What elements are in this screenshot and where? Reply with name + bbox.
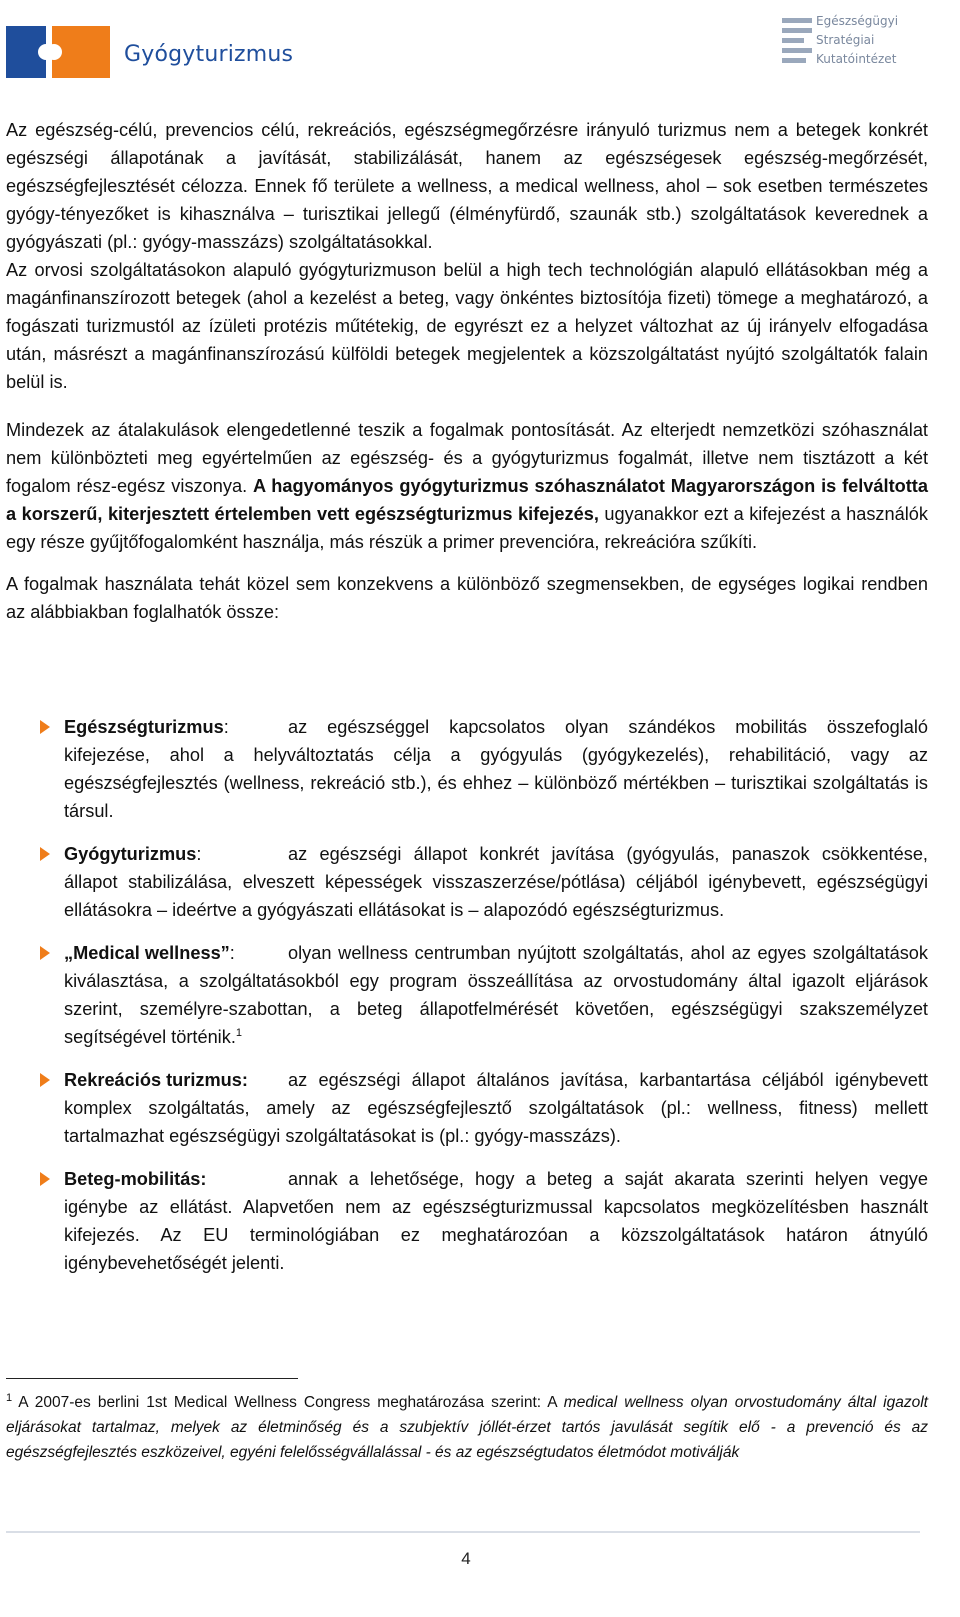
footnote — [6, 1390, 928, 1465]
footnote-divider — [6, 1378, 298, 1379]
page-number: 4 — [461, 1549, 471, 1568]
footnote-marker[interactable]: 1 — [235, 1026, 242, 1039]
term-separator: : — [223, 717, 229, 737]
definition-item-gyogyturizmus — [40, 840, 928, 924]
paragraph-3-emphasis: A hagyományos gyógyturizmus szóhasználatot Magyarországon is felváltotta a korszerű, kiterjesztett értelemben vett egészségturizmus kifejezés, — [6, 476, 928, 524]
footer-divider — [6, 1531, 920, 1533]
paragraph-3-rest: ugyanakkor ezt a kifejezést a használók egy része gyűjtőfogalomként használja, más részük a primer prevencióra, rekreációra szűkíti. — [6, 504, 928, 552]
footnote-plain-text: A 2007-es berlini 1st Medical Wellness Congress meghatározása szerint: A — [12, 1394, 564, 1411]
bullet-arrow-icon — [40, 1073, 50, 1087]
term-separator: : — [196, 844, 202, 864]
bullet-arrow-icon — [40, 946, 50, 960]
bullet-arrow-icon — [40, 1172, 50, 1186]
bullet-arrow-icon — [40, 847, 50, 861]
institute-line-3: Kutatóintézet — [816, 52, 897, 66]
definition-term: Egészségturizmus — [64, 717, 224, 737]
bullet-arrow-icon — [40, 720, 50, 734]
paragraph-3 — [6, 416, 928, 556]
paragraph-1: Az egészség-célú, prevencios célú, rekreációs, egészségmegőrzésre irányuló turizmus nem a betegek konkrét egészségi állapotának a javítását, stabilizálását, hanem az egészségesek egészség-megőrzését, egészségfejlesztését célozza. Ennek fő területe a wellness, a medical wellness, ahol – sok esetben természetes gyógy-tényezőket is kihasználva – turisztikai jellegű (élményfürdő, szaunák stb.) szolgáltatások keverednek a gyógyászati (pl.: gyógy-masszázs) szolgáltatásokkal. — [6, 120, 928, 252]
term-separator: : — [229, 943, 235, 963]
definition-term: Rekreációs turizmus: — [64, 1070, 248, 1090]
definition-term: Beteg-mobilitás: — [64, 1169, 207, 1189]
definition-text: annak a lehetősége, hogy a beteg a saját akarata szerinti helyen vegye igénybe az ellátást. Alapvetően nem az egészségturizmussal kapcsolatos megközelítésben használt kifejezés. Az EU terminológiában ez meghatározóan a közszolgáltatások határon átnyúló igénybevehetőségét jelenti. — [64, 1169, 928, 1273]
definition-term: Gyógyturizmus — [64, 844, 197, 864]
gyogyturizmus-logo — [6, 26, 110, 78]
eski-logo-mark — [782, 18, 812, 72]
footnote-italic-text: medical wellness olyan orvostudomány által igazolt eljárásokat tartalmaz, melyek az életminőség és a szubjektív jóllét-érzet tartós javulását segítik elő - a prevenció és az egészségfejlesztés eszközeivel, egyéni felelősségvállalással - és az egészségtudatos életmódot motiválják — [6, 1394, 928, 1461]
definition-text: az egészségi állapot konkrét javítása (gyógyulás, panaszok csökkentése, állapot stabilizálása, elveszett képességek visszaszerzése/pótlása) céljából igénybevett, egészségügyi ellátásokra – ideértve a gyógyászati ellátásokat is – alapozódó egészségturizmus. — [64, 844, 928, 920]
page-header — [0, 0, 960, 90]
definition-text: az egészségi állapot általános javítása, karbantartása céljából igénybevett komplex szolgáltatás, amely az egészségfejlesztő szolgáltatások (pl.: wellness, fitness) mellett tartalmazhat egészségügyi szolgáltatásokat is (pl.: gyógy-masszázs). — [64, 1070, 928, 1146]
paragraph-3-intro: Mindezek az átalakulások elengedetlenné teszik a fogalmak pontosítását. Az elterjedt nemzetközi szóhasználat nem különbözteti meg egyértelműen az egészség- és a gyógyturizmus fogalmát, illetve nem tisztázott a két fogalom rész-egész viszonya. — [6, 420, 928, 496]
eski-logo — [782, 12, 922, 72]
paragraph-4: A fogalmak használata tehát közel sem konzekvens a különböző szegmensekben, de egységes logikai rendben az alábbiakban foglalhatók össze: — [6, 574, 928, 622]
definition-item-beteg-mobilitas — [40, 1165, 928, 1277]
definition-term: „Medical wellness” — [64, 943, 230, 963]
definition-text: olyan wellness centrumban nyújtott szolgáltatás, ahol az egyes szolgáltatások kiválasztása, a szolgáltatásokból egy program összeállítása az orvostudomány által igazolt eljárások szerint, személyre-szabottan, a beteg állapotfelmérését követően, egészségügyi szakszemélyzet segítségével történik. — [64, 943, 928, 1047]
footnote-number: 1 — [6, 1391, 13, 1404]
definition-list — [40, 713, 928, 1277]
body-text — [6, 116, 928, 626]
definition-item-rekreacios-turizmus — [40, 1066, 928, 1150]
definition-item-egeszsegturizmus — [40, 713, 928, 825]
paragraph-2: Az orvosi szolgáltatásokon alapuló gyógyturizmuson belül a high tech technológián alapuló ellátásokban még a magánfinanszírozott betegek (ahol a kezelést a beteg, vagy önkéntes biztosítója fizeti) tömege a meghatározó, a fogászati turizmustól az ízületi protézis műtétekig, de egyrészt ez a helyzet változhat az új irányelv elfogadása után, másrészt a magánfinanszírozású külföldi betegek megjelentek a közszolgáltatást nyújtó szolgáltatók falain belül is. — [6, 260, 928, 392]
brand-title: Gyógyturizmus — [124, 42, 294, 67]
institute-line-1: Egészségügyi — [816, 14, 899, 28]
institute-line-2: Stratégiai — [816, 33, 875, 47]
definition-text: az egészséggel kapcsolatos olyan szándékos mobilitás összefoglaló kifejezése, ahol a helyváltoztatás célja a gyógyulás (gyógykezelés), rehabilitáció, vagy az egészségfejlesztés (wellness, rekreáció stb.), és ehhez – különböző mértékben – turisztikai szolgáltatás is társul. — [64, 717, 928, 821]
definition-item-medical-wellness — [40, 939, 928, 1051]
